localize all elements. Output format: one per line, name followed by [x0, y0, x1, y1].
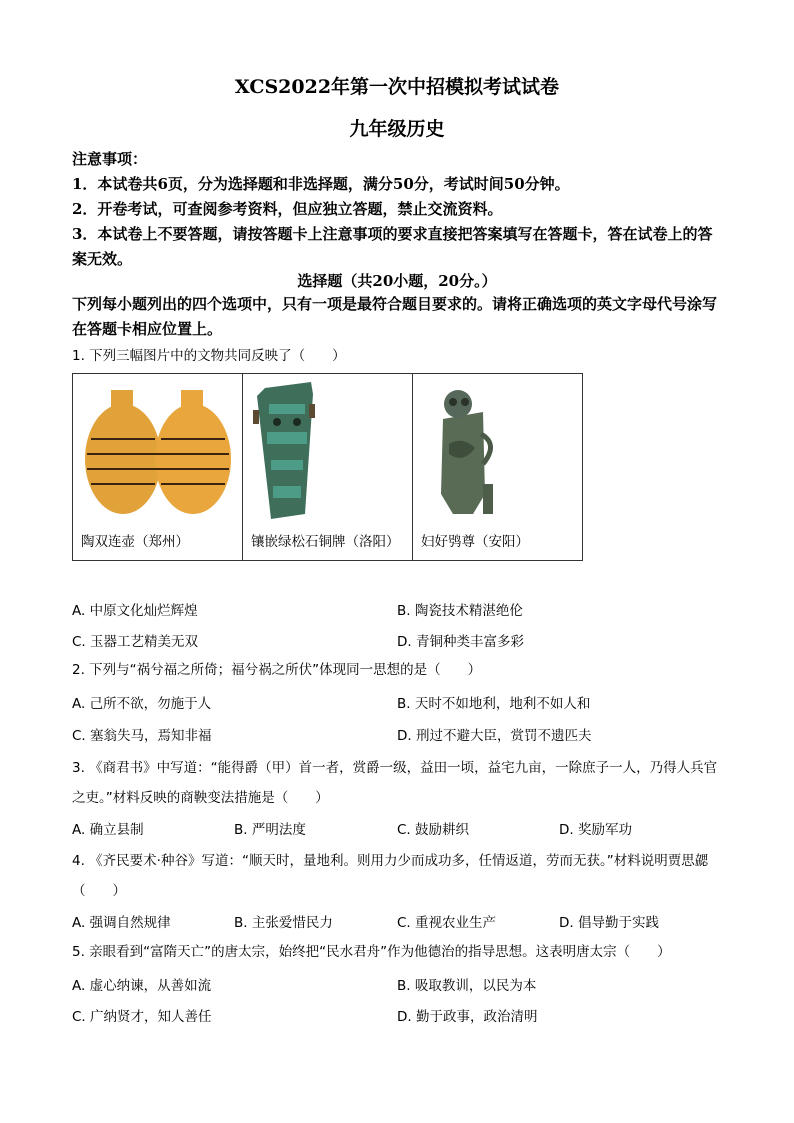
turquoise-bronze-plaque-image: [243, 374, 412, 524]
artifact-cell-pottery: [73, 374, 243, 561]
question-1-option-a[interactable]: A. 中原文化灿烂辉煌: [72, 603, 198, 619]
question-4-option-b[interactable]: B. 主张爱惜民力: [234, 915, 333, 931]
exam-title: XCS2022年第一次中招模拟考试试卷: [234, 76, 560, 98]
artifact-image-table: [72, 373, 583, 561]
question-2-stem: 2. 下列与“祸兮福之所倚；福兮祸之所伏”体现同一思想的是（ ）: [72, 662, 482, 678]
question-3-option-a[interactable]: A. 确立县制: [72, 822, 144, 838]
question-4-option-c[interactable]: C. 重视农业生产: [397, 915, 497, 931]
question-2-option-d[interactable]: D. 刑过不避大臣，赏罚不遗匹夫: [397, 728, 592, 744]
artifact-cell-owl-zun: [413, 374, 583, 561]
question-1-option-c[interactable]: C. 玉器工艺精美无双: [72, 634, 199, 650]
question-1-stem: 1. 下列三幅图片中的文物共同反映了（ ）: [72, 348, 346, 364]
artifact-caption: 镶嵌绿松石铜牌（洛阳）: [251, 534, 400, 550]
double-pottery-jar-image: [73, 374, 242, 524]
question-4-stem: 4. 《齐民要术·种谷》写道：“顺天时，量地利。则用力少而成功多，任情返道，劳而无获。”材料说明贾思勰（ ）: [72, 853, 709, 899]
question-4-option-d[interactable]: D. 倡导勤于实践: [559, 915, 659, 931]
question-1-option-d[interactable]: D. 青铜种类丰富多彩: [397, 634, 524, 650]
question-3-option-b[interactable]: B. 严明法度: [234, 822, 306, 838]
question-4-option-a[interactable]: A. 强调自然规律: [72, 915, 171, 931]
exam-subtitle: 九年级历史: [349, 118, 445, 140]
question-3-option-c[interactable]: C. 鼓励耕织: [397, 822, 470, 838]
question-2-option-b[interactable]: B. 天时不如地利，地利不如人和: [397, 696, 591, 712]
notes-block: [72, 147, 722, 272]
note-item: 1．本试卷共6页，分为选择题和非选择题，满分50分，考试时间50分钟。: [72, 175, 570, 193]
artifact-caption: 妇好鸮尊（安阳）: [421, 534, 529, 550]
section-instruction: 下列每小题列出的四个选项中，只有一项是最符合题目要求的。请将正确选项的英文字母代号涂写在答题卡相应位置上。: [72, 295, 718, 338]
question-3-stem: 3. 《商君书》中写道：“能得爵（甲）首一者，赏爵一级，益田一顷，益宅九亩，一除庶子一人，乃得人兵官之吏。”材料反映的商鞅变法措施是（ ）: [72, 760, 718, 806]
owl-zun-bronze-image: [413, 374, 582, 524]
notes-heading: 注意事项：: [72, 150, 148, 168]
question-2-option-a[interactable]: A. 己所不欲，勿施于人: [72, 696, 212, 712]
question-3-option-d[interactable]: D. 奖励军功: [559, 822, 632, 838]
note-item: 3．本试卷上不要答题，请按答题卡上注意事项的要求直接把答案填写在答题卡，答在试卷上的答案无效。: [72, 225, 713, 268]
question-5-option-c[interactable]: C. 广纳贤才，知人善任: [72, 1009, 212, 1025]
question-2-option-c[interactable]: C. 塞翁失马，焉知非福: [72, 728, 212, 744]
question-1-option-b[interactable]: B. 陶瓷技术精湛绝伦: [397, 603, 523, 619]
artifact-caption: 陶双连壶（郑州）: [81, 534, 189, 550]
question-5-stem: 5. 亲眼看到“富隋天亡”的唐太宗，始终把“民水君舟”作为他德治的指导思想。这表明唐太宗（ ）: [72, 944, 671, 960]
artifact-cell-bronze-plaque: [243, 374, 413, 561]
note-item: 2．开卷考试，可查阅参考资料，但应独立答题，禁止交流资料。: [72, 200, 503, 218]
section-title: 选择题（共20小题，20分。）: [297, 272, 497, 290]
question-5-option-b[interactable]: B. 吸取教训，以民为本: [397, 978, 537, 994]
question-5-option-a[interactable]: A. 虚心纳谏，从善如流: [72, 978, 212, 994]
question-5-option-d[interactable]: D. 勤于政事，政治清明: [397, 1009, 538, 1025]
